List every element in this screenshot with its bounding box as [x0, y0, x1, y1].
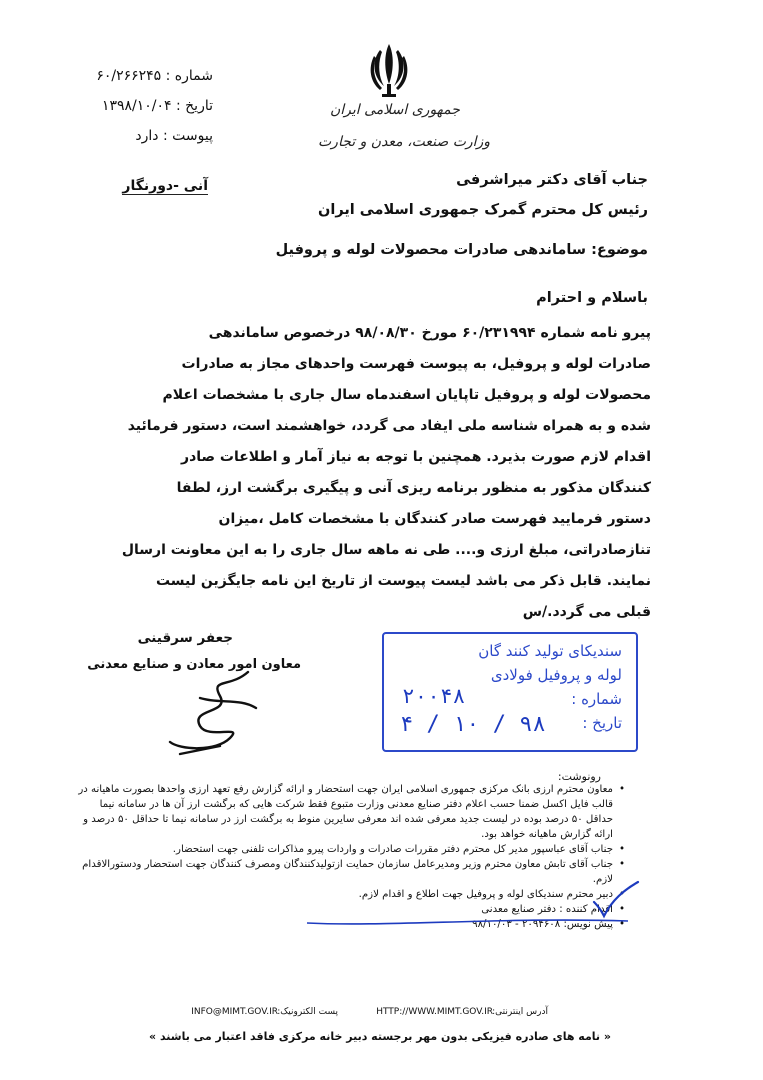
stamp-line-1: سندیکای تولید کنند گان: [478, 642, 622, 660]
website-url: HTTP://WWW.MIMT.GOV.IR: [376, 1007, 493, 1017]
greeting: باسلام و احترام: [536, 290, 648, 306]
urgency-label: آنی -دورنگار: [122, 178, 208, 194]
cc-item-text: • اقدام کننده : دفتر صنایع معدنی: [481, 904, 613, 915]
letter-body: [106, 318, 651, 628]
attachment-label: پیوست :: [163, 128, 213, 144]
cc-item-text: • جناب آقای عباسپور مدیر کل محترم دفتر مقررات صادرات و واردات پیرو مذاکرات تلفنی جهت استحضار.: [172, 844, 613, 855]
stamp-number-handwritten: ٢٠٠۴٨: [402, 684, 466, 708]
cc-item-text: • جناب آقای تابش معاون محترم وزیر ومدیرعامل سازمان حمایت ازتولیدکنندگان ومصرف کنندگان جهت استحضار ودستورالاقدام لازم.: [82, 859, 613, 885]
addressee-name: جناب آقای دکتر میراشرفی: [456, 172, 648, 188]
cc-heading: رونوشت:: [557, 770, 601, 783]
cc-item-text: • دبیر محترم سندیکای لوله و پروفیل جهت اطلاع و اقدام لازم.: [358, 889, 613, 900]
letter-attachment: [135, 128, 213, 144]
body-line: صادرات لوله و پروفیل، به پیوست فهرست واحدهای مجاز به صادرات: [181, 356, 651, 372]
stamp-line-2: لوله و پروفیل فولادی: [490, 666, 622, 684]
iran-emblem-icon: [368, 40, 410, 100]
number-value: ۶۰/۲۶۶۲۴۵: [96, 68, 162, 84]
addressee-title: رئیس کل محترم گمرک جمهوری اسلامی ایران: [317, 202, 648, 218]
body-line: اقدام لازم صورت بذیرد. همچنین با توجه به نیاز آمار و اطلاعات صادر: [181, 449, 651, 465]
cc-item: [76, 887, 621, 902]
email-address: INFO@MIMT.GOV.IR: [191, 1007, 278, 1017]
body-line: محصولات لوله و پروفیل تاپایان اسفندماه سال جاری با مشخصات اعلام: [162, 387, 651, 403]
cc-item-text: • پیش نویس: ۲۰۹۴۶۰۸ - ۹۸/۱۰/۰۳: [472, 919, 613, 930]
country-name: جمهوری اسلامی ایران: [330, 102, 460, 118]
cc-item: [76, 842, 621, 857]
body-line: کنندگان مذکور به منظور برنامه ریزی آنی و پیگیری برگشت ارز، لطفا: [176, 480, 651, 496]
cc-item: [76, 857, 621, 887]
stamp-date-label: تاریخ :: [582, 714, 622, 732]
number-label: شماره :: [165, 68, 213, 84]
body-line: قبلی می گردد./س: [522, 604, 651, 620]
ministry-name: وزارت صنعت، معدن و تجارت: [318, 134, 491, 150]
pen-underline: [305, 915, 630, 929]
subject-line: موضوع: ساماندهی صادرات محصولات لوله و پروفیل: [275, 242, 648, 258]
website-label: آدرس اینترنتی:: [492, 1007, 548, 1017]
signer-name: جعفر سرقینی: [137, 630, 233, 646]
cc-item-text: • معاون محترم ارزی بانک مرکزی جمهوری اسلامی ایران جهت استحضار و ارائه گزارش رفع تعهد ارزی واحدها بصورت ماهیانه در قالب فایل اکسل ضمنا حسب اعلام دفتر صنایع معدنی وزارت متبوع فقط شرکت هایی که برگشت ارز آن ها در سامانه نیما حداقل ۵۰ درصد بوده در لیست جدید معرفی شده اند معرفی سایرین منوط به برگشت ارز در سامانه نیما تا حداقل ۵۰ درصد و ارائه گزارش ماهیانه خواهد بود.: [78, 784, 613, 840]
letter-date: [102, 98, 213, 114]
date-value: ۱۳۹۸/۱۰/۰۴: [101, 98, 172, 114]
cc-item: [76, 782, 621, 842]
cc-list: [76, 782, 621, 932]
body-line: پیرو نامه شماره ۶۰/۲۳۱۹۹۴ مورخ ۹۸/۰۸/۳۰ درخصوص ساماندهی: [208, 325, 651, 341]
body-line: تنازصادراتی، مبلغ ارزی و.... طی نه ماهه سال جاری را به این معاونت ارسال: [121, 542, 651, 558]
email-label: پست الکترونیک:: [277, 1007, 338, 1017]
stamp-date-handwritten: ٩٨ / ١٠ / ۴: [400, 712, 546, 737]
footer-validity-note: « نامه های صادره فیزیکی بدون مهر برجسته دبیر خانه مرکزی فاقد اعتبار می باشند »: [149, 1030, 611, 1043]
syndicate-stamp: [382, 632, 638, 752]
handwritten-signature-icon: [160, 668, 270, 756]
urgency-underline: [122, 194, 208, 195]
date-label: تاریخ :: [175, 98, 213, 114]
body-line: شده و به همراه شناسه ملی ایفاد می گردد، خواهشمند است، دستور فرمائید: [127, 418, 651, 434]
signer-title: معاون امور معادن و صنایع معدنی: [87, 657, 301, 672]
body-line: نمایند. قابل ذکر می باشد لیست پیوست از تاریخ این نامه جایگزین لیست: [155, 573, 651, 589]
pen-check-mark-icon: [590, 880, 640, 920]
letter-number: [96, 68, 213, 84]
body-line: دستور فرمایید فهرست صادر کنندگان با مشخصات کامل ،میزان: [218, 511, 651, 527]
attachment-value: دارد: [135, 128, 159, 144]
stamp-number-label: شماره :: [571, 690, 622, 708]
